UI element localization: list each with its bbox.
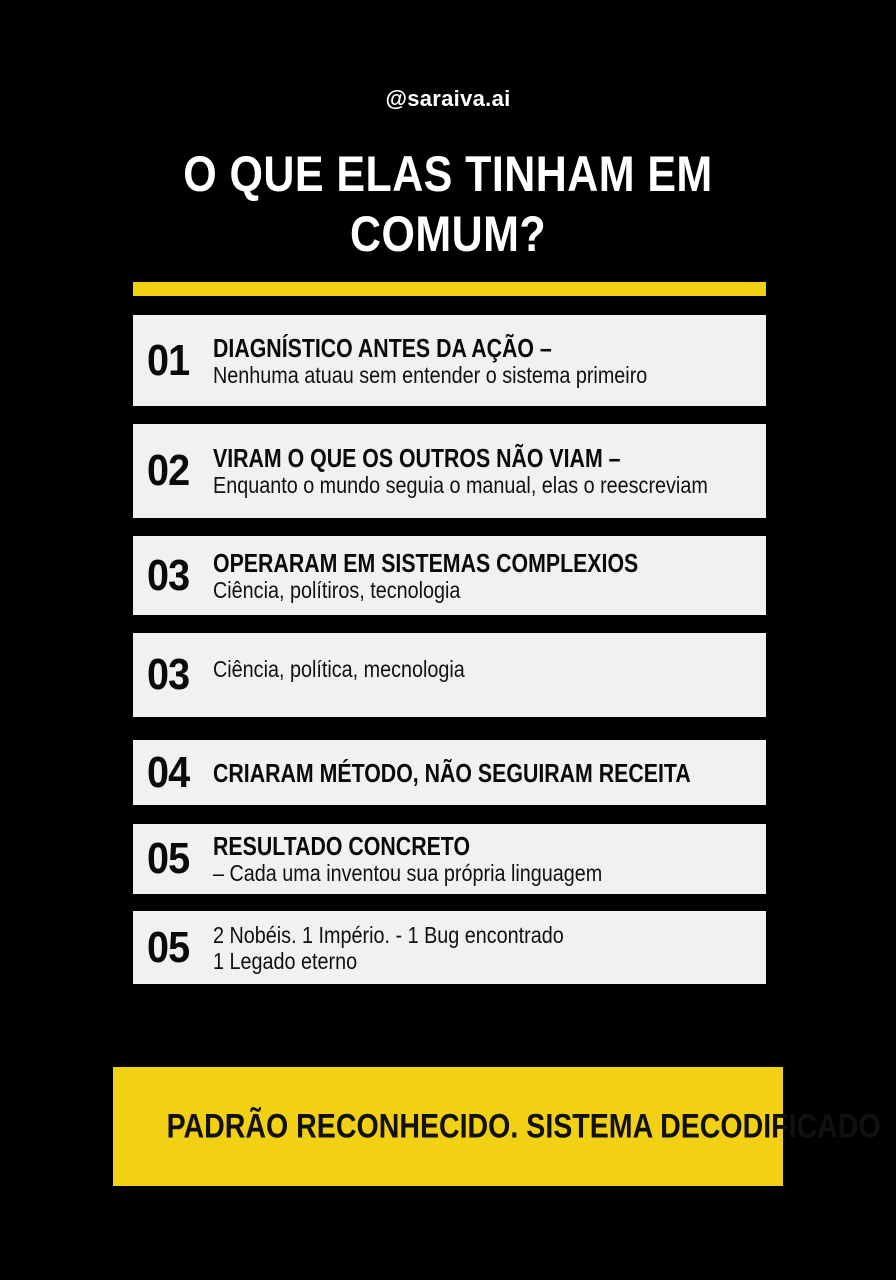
list-item-03: [133, 536, 766, 615]
item-text: [213, 334, 756, 388]
item-detail: Ciência, política, mecnologia: [213, 656, 465, 682]
footer-banner: [113, 1067, 881, 1186]
item-text: [213, 922, 756, 974]
item-number: 03: [147, 650, 190, 699]
item-detail: – Cada uma inventou sua própria linguagem: [213, 860, 603, 886]
item-number: 03: [147, 550, 190, 600]
item-detail: 2 Nobéis. 1 Império. - 1 Bug encontrado: [213, 921, 564, 948]
footer-label: PADRÃO RECONHECIDO. SISTEMA DECODIFICADO: [166, 1107, 881, 1145]
item-text: [213, 656, 756, 682]
list-item-04: [133, 740, 766, 805]
item-text: [213, 832, 756, 886]
accent-divider: [133, 282, 766, 296]
item-number: 02: [147, 446, 190, 495]
item-text: [213, 759, 756, 787]
page-title-line-1: O QUE ELAS TINHAM EM: [183, 146, 713, 202]
item-heading: DIAGNÍSTICO ANTES DA AÇÃO –: [213, 332, 552, 363]
account-handle: @saraiva.ai: [385, 86, 511, 111]
item-text: [213, 549, 756, 603]
item-number: 01: [147, 335, 190, 385]
item-number: 05: [147, 834, 190, 883]
item-detail: Ciência, polítiros, tecnologia: [213, 576, 461, 603]
page-title: [149, 144, 748, 264]
item-detail: Enquanto o mundo seguia o manual, elas o reescreviam: [213, 472, 708, 498]
list-item-02: [133, 424, 766, 518]
page-title-line-2: COMUM?: [349, 206, 547, 262]
item-heading: CRIARAM MÉTODO, NÃO SEGUIRAM RECEITA: [213, 757, 691, 788]
item-number: 04: [147, 747, 190, 797]
item-detail-second-line: 1 Legado eterno: [213, 947, 358, 974]
item-heading: RESULTADO CONCRETO: [213, 831, 471, 861]
list-item-05b: [133, 911, 766, 984]
item-number: 05: [147, 922, 190, 972]
item-detail: Nenhuma atuau sem entender o sistema primeiro: [213, 361, 648, 388]
item-text: [213, 444, 756, 498]
list-item-03b: [133, 633, 766, 717]
item-heading: VIRAM O QUE OS OUTROS NÃO VIAM –: [213, 443, 621, 473]
item-heading: OPERARAM EM SISTEMAS COMPLEXIOS: [213, 547, 639, 578]
list-item-05: [133, 824, 766, 894]
list-item-01: [133, 315, 766, 406]
